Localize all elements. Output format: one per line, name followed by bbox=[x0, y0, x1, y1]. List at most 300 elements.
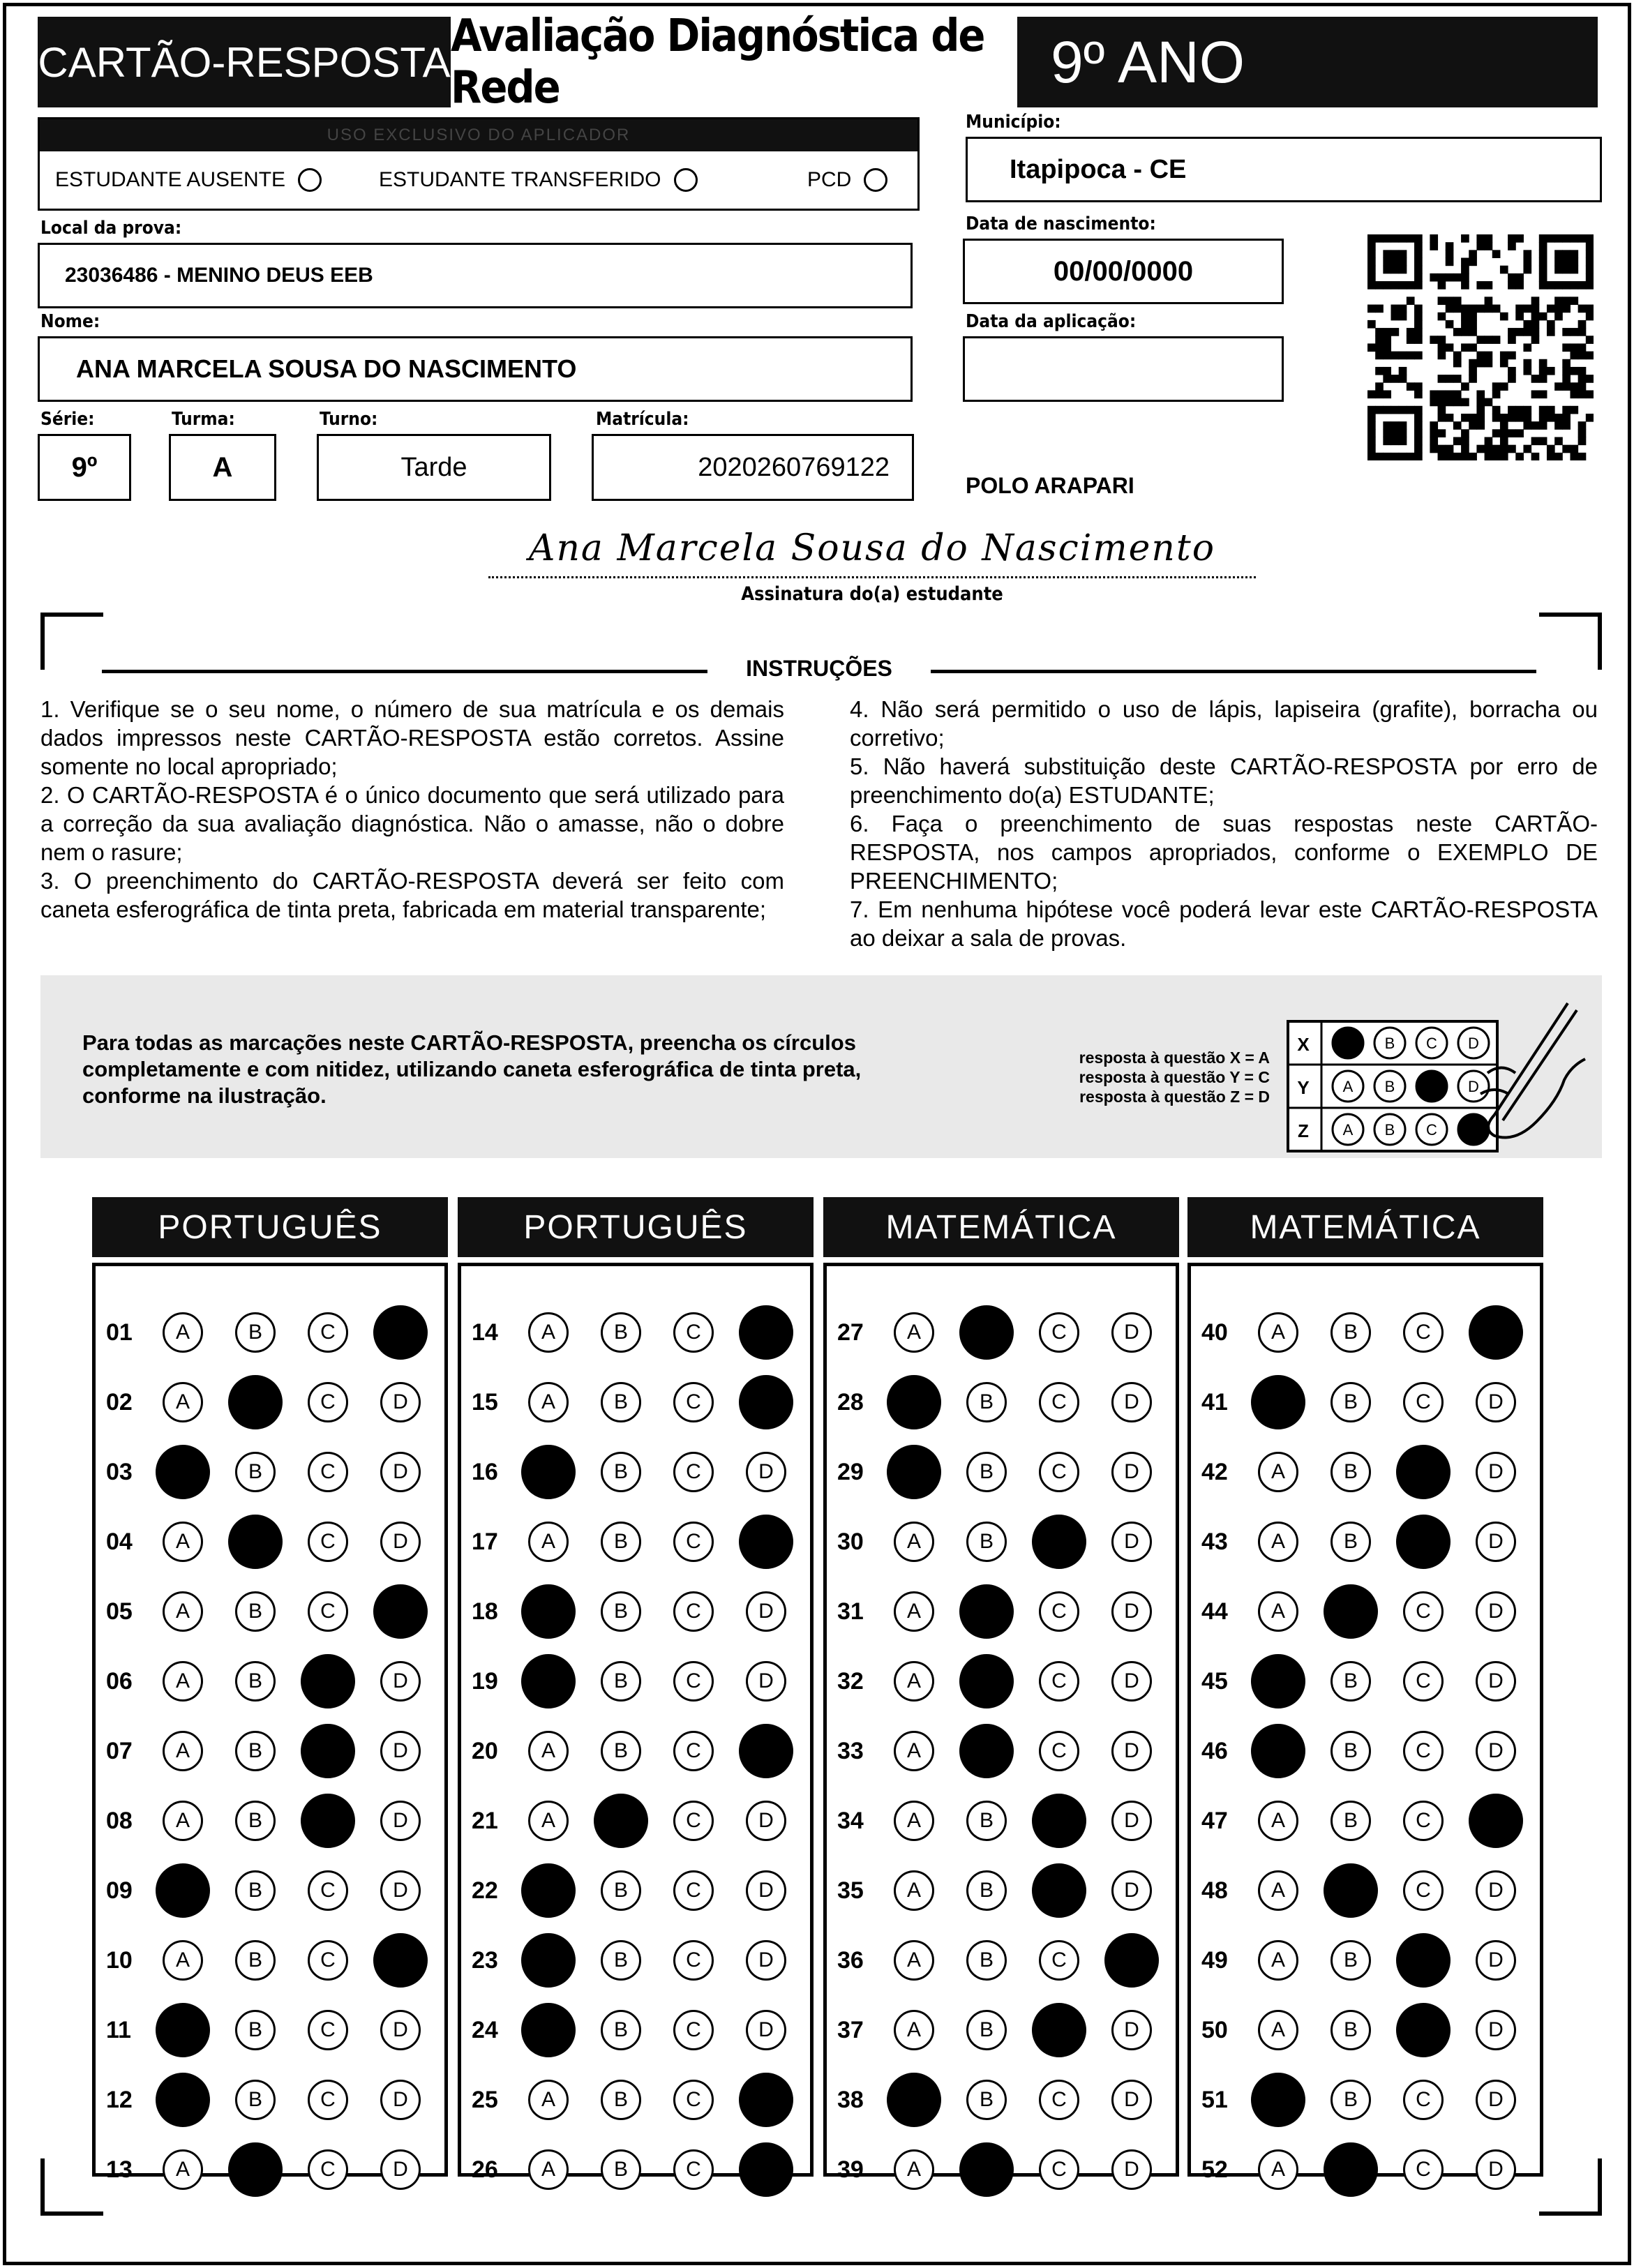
answer-bubble[interactable]: B bbox=[235, 2080, 276, 2120]
answer-bubble[interactable]: B bbox=[601, 1522, 641, 1562]
answer-bubble[interactable]: A bbox=[528, 1312, 569, 1353]
answer-bubble[interactable]: C bbox=[1039, 1312, 1079, 1353]
instruction-4: 4. Não será permitido o uso de lápis, lapiseira (grafite), borracha ou corretivo; bbox=[850, 696, 1598, 751]
answer-bubble[interactable]: C bbox=[308, 2010, 348, 2050]
instruction-7: 7. Em nenhuma hipótese você poderá levar este CARTÃO-RESPOSTA ao deixar a sala de provas. bbox=[850, 896, 1598, 951]
corner-top-right bbox=[1539, 613, 1602, 670]
answer-bubble-filled[interactable] bbox=[959, 1584, 1014, 1639]
answer-bubble[interactable]: B bbox=[235, 1661, 276, 1702]
answer-bubble[interactable]: B bbox=[235, 1801, 276, 1841]
answer-bubble[interactable]: D bbox=[380, 1661, 421, 1702]
answer-bubble[interactable]: B bbox=[601, 1591, 641, 1632]
answer-bubble[interactable]: C bbox=[1039, 1452, 1079, 1492]
question-number: 04 bbox=[106, 1529, 133, 1555]
answer-bubble[interactable]: B bbox=[601, 1940, 641, 1981]
answer-bubble-filled[interactable] bbox=[959, 1305, 1014, 1360]
answer-bubble[interactable]: D bbox=[1476, 2080, 1516, 2120]
aplicacao-field bbox=[963, 336, 1284, 402]
question-number: 08 bbox=[106, 1808, 133, 1834]
example-bubble-letter: D bbox=[1468, 1035, 1479, 1052]
question-number: 05 bbox=[106, 1598, 133, 1625]
answer-bubble[interactable]: D bbox=[1476, 2010, 1516, 2050]
question-number: 49 bbox=[1201, 1947, 1228, 1974]
answer-bubble[interactable]: C bbox=[673, 1312, 714, 1353]
answer-bubble-filled[interactable] bbox=[1396, 1515, 1451, 1569]
turno-field: Tarde bbox=[317, 434, 551, 501]
example-bubble-letter: B bbox=[1384, 1035, 1395, 1052]
municipio-field: Itapipoca - CE bbox=[966, 137, 1602, 202]
answer-bubble[interactable]: B bbox=[235, 1731, 276, 1771]
answer-bubble[interactable]: B bbox=[1331, 1452, 1371, 1492]
matricula-field: 2020260769122 bbox=[592, 434, 914, 501]
answer-bubble[interactable]: B bbox=[1331, 1661, 1371, 1702]
instructions-title: INSTRUÇÕES bbox=[746, 656, 892, 681]
answer-bubble[interactable]: A bbox=[1258, 1522, 1298, 1562]
answer-bubble[interactable]: D bbox=[746, 1591, 786, 1632]
answer-bubble[interactable]: A bbox=[1258, 1870, 1298, 1911]
answer-bubble-filled[interactable] bbox=[739, 1724, 793, 1778]
header-title-center: Avaliação Diagnóstica de Rede bbox=[451, 17, 1017, 107]
answer-bubble[interactable]: B bbox=[235, 1870, 276, 1911]
answer-bubble[interactable]: C bbox=[673, 1591, 714, 1632]
question-number: 29 bbox=[837, 1459, 864, 1485]
question-number: 30 bbox=[837, 1529, 864, 1555]
answer-bubble-filled[interactable] bbox=[959, 2142, 1014, 2197]
answer-bubble-filled[interactable] bbox=[1324, 2142, 1378, 2197]
answer-bubble[interactable]: C bbox=[1403, 1661, 1444, 1702]
answer-bubble[interactable]: B bbox=[966, 1452, 1007, 1492]
answer-bubble[interactable]: C bbox=[1403, 1731, 1444, 1771]
answer-bubble-filled[interactable] bbox=[1032, 1794, 1086, 1848]
answer-bubble-filled[interactable] bbox=[1469, 1305, 1523, 1360]
answer-bubble[interactable]: A bbox=[1258, 1452, 1298, 1492]
question-number: 35 bbox=[837, 1877, 864, 1904]
answer-bubble[interactable]: B bbox=[966, 2010, 1007, 2050]
answer-bubble[interactable]: B bbox=[1331, 1801, 1371, 1841]
example-bubble-letter: B bbox=[1384, 1078, 1395, 1095]
example-row-label: Z bbox=[1298, 1120, 1309, 1141]
answer-bubble[interactable]: A bbox=[1258, 2149, 1298, 2190]
answer-bubble[interactable]: C bbox=[673, 1522, 714, 1562]
answer-bubble[interactable]: A bbox=[163, 1522, 203, 1562]
answer-bubble[interactable]: C bbox=[308, 1312, 348, 1353]
answer-bubble[interactable]: C bbox=[308, 1522, 348, 1562]
answer-bubble[interactable]: A bbox=[163, 1312, 203, 1353]
answer-bubble[interactable]: C bbox=[308, 1870, 348, 1911]
answer-bubble[interactable]: B bbox=[966, 1522, 1007, 1562]
question-number: 24 bbox=[472, 2017, 498, 2043]
answer-bubble[interactable]: A bbox=[894, 2010, 934, 2050]
answer-bubble[interactable]: C bbox=[1039, 1731, 1079, 1771]
corner-bottom-right bbox=[1539, 2158, 1602, 2216]
question-number: 21 bbox=[472, 1808, 498, 1834]
question-number: 45 bbox=[1201, 1668, 1228, 1695]
answer-bubble[interactable]: B bbox=[966, 1870, 1007, 1911]
question-number: 25 bbox=[472, 2087, 498, 2113]
answer-bubble[interactable]: D bbox=[1476, 1382, 1516, 1422]
answer-bubble-filled[interactable] bbox=[1324, 1863, 1378, 1918]
answer-bubble-filled[interactable] bbox=[156, 1863, 210, 1918]
answer-bubble-filled[interactable] bbox=[521, 1445, 576, 1499]
answer-bubble[interactable]: B bbox=[1331, 1940, 1371, 1981]
answer-bubble[interactable]: D bbox=[1111, 2010, 1152, 2050]
answer-bubble[interactable]: C bbox=[673, 1731, 714, 1771]
answer-bubble[interactable]: C bbox=[1039, 2149, 1079, 2190]
answer-bubble[interactable]: C bbox=[308, 1382, 348, 1422]
answer-bubble[interactable]: A bbox=[163, 1731, 203, 1771]
instruction-3: 3. O preenchimento do CARTÃO-RESPOSTA deverá ser feito com caneta esferográfica de tinta preta, fabricada em material transparente; bbox=[40, 868, 784, 922]
answer-bubble[interactable]: A bbox=[894, 1661, 934, 1702]
answer-bubble-filled[interactable] bbox=[887, 1445, 941, 1499]
turma-field: A bbox=[169, 434, 276, 501]
question-number: 40 bbox=[1201, 1319, 1228, 1346]
answer-bubble[interactable]: A bbox=[528, 2149, 569, 2190]
answer-bubble[interactable]: A bbox=[163, 1801, 203, 1841]
answer-bubble[interactable]: C bbox=[673, 1870, 714, 1911]
answer-bubble-filled[interactable] bbox=[156, 2003, 210, 2057]
fill-example-text: Para todas as marcações neste CARTÃO-RESPOSTA, preencha os círculos completamente e com nitidez, utilizando caneta esferográfica de tinta preta, conforme na ilustração. bbox=[82, 1030, 862, 1108]
answer-bubble[interactable]: A bbox=[528, 1522, 569, 1562]
question-number: 50 bbox=[1201, 2017, 1228, 2043]
answer-bubble-filled[interactable] bbox=[594, 1794, 648, 1848]
answer-bubble[interactable]: B bbox=[601, 1870, 641, 1911]
applicator-title: USO EXCLUSIVO DO APLICADOR bbox=[40, 119, 917, 151]
answer-bubble[interactable]: D bbox=[380, 1731, 421, 1771]
answer-bubble[interactable]: D bbox=[1111, 2149, 1152, 2190]
answer-bubble[interactable]: B bbox=[235, 1940, 276, 1981]
answer-bubble-filled[interactable] bbox=[739, 1305, 793, 1360]
answer-bubble[interactable]: D bbox=[1111, 1731, 1152, 1771]
answer-bubble-filled[interactable] bbox=[228, 1515, 283, 1569]
question-number: 09 bbox=[106, 1877, 133, 1904]
answer-bubble[interactable]: B bbox=[966, 1801, 1007, 1841]
question-number: 42 bbox=[1201, 1459, 1228, 1485]
answer-bubble[interactable]: D bbox=[380, 2080, 421, 2120]
answer-bubble[interactable]: D bbox=[1111, 1312, 1152, 1353]
answer-bubble-filled[interactable] bbox=[1396, 1445, 1451, 1499]
answer-bubble[interactable]: C bbox=[308, 1452, 348, 1492]
question-number: 02 bbox=[106, 1389, 133, 1415]
answer-bubble[interactable]: C bbox=[1039, 1940, 1079, 1981]
instructions-rule-left bbox=[102, 670, 707, 673]
answer-bubble[interactable]: B bbox=[966, 1382, 1007, 1422]
instruction-5: 5. Não haverá substituição deste CARTÃO-RESPOSTA por erro de preenchimento do(a) ESTUDANTE; bbox=[850, 753, 1598, 808]
answer-bubble-filled[interactable] bbox=[521, 1654, 576, 1708]
answer-bubble-filled[interactable] bbox=[1032, 1863, 1086, 1918]
answer-bubble-filled[interactable] bbox=[301, 1794, 355, 1848]
answer-bubble[interactable]: C bbox=[308, 2149, 348, 2190]
answer-bubble[interactable]: A bbox=[163, 1382, 203, 1422]
answer-bubble-filled[interactable] bbox=[1251, 1724, 1305, 1778]
answer-bubble-filled[interactable] bbox=[739, 1375, 793, 1429]
corner-top-left bbox=[40, 613, 103, 670]
answer-bubble[interactable]: B bbox=[1331, 1382, 1371, 1422]
answer-bubble[interactable]: A bbox=[894, 2149, 934, 2190]
question-number: 48 bbox=[1201, 1877, 1228, 1904]
answer-bubble-filled[interactable] bbox=[156, 2073, 210, 2127]
answer-bubble[interactable]: B bbox=[601, 2010, 641, 2050]
answer-bubble[interactable]: C bbox=[308, 2080, 348, 2120]
question-number: 03 bbox=[106, 1459, 133, 1485]
question-number: 51 bbox=[1201, 2087, 1228, 2113]
question-number: 12 bbox=[106, 2087, 133, 2113]
absent-label: ESTUDANTE AUSENTE bbox=[55, 168, 286, 191]
legend-x: resposta à questão X = A bbox=[1079, 1049, 1270, 1067]
answer-bubble[interactable]: D bbox=[380, 1382, 421, 1422]
answer-bubble-filled[interactable] bbox=[1396, 2003, 1451, 2057]
answer-bubble-filled[interactable] bbox=[887, 1375, 941, 1429]
answer-bubble[interactable]: B bbox=[235, 1312, 276, 1353]
answer-bubble[interactable]: C bbox=[673, 2149, 714, 2190]
answer-bubble[interactable]: C bbox=[308, 1940, 348, 1981]
answer-bubble[interactable]: A bbox=[528, 1731, 569, 1771]
answer-bubble-filled[interactable] bbox=[1032, 1515, 1086, 1569]
answer-bubble-filled[interactable] bbox=[1032, 2003, 1086, 2057]
answer-bubble[interactable]: C bbox=[1403, 1382, 1444, 1422]
absent-circle[interactable] bbox=[298, 168, 322, 192]
absent-option[interactable] bbox=[55, 168, 322, 192]
answer-bubble[interactable]: A bbox=[894, 1312, 934, 1353]
question-number: 33 bbox=[837, 1738, 864, 1764]
instruction-1: 1. Verifique se o seu nome, o número de sua matrícula e os demais dados impressos neste CARTÃO-RESPOSTA estão corretos. Assine somente no local apropriado; bbox=[40, 696, 784, 779]
answer-bubble[interactable]: D bbox=[1111, 1661, 1152, 1702]
answer-bubble-filled[interactable] bbox=[1251, 1375, 1305, 1429]
answer-bubble[interactable]: D bbox=[1111, 1382, 1152, 1422]
answer-bubble[interactable]: D bbox=[746, 1870, 786, 1911]
answer-bubble[interactable]: A bbox=[894, 1870, 934, 1911]
question-number: 32 bbox=[837, 1668, 864, 1695]
answer-bubble[interactable]: D bbox=[380, 1522, 421, 1562]
answer-bubble[interactable]: A bbox=[1258, 1940, 1298, 1981]
applicator-box bbox=[38, 117, 920, 211]
answer-bubble[interactable]: D bbox=[380, 1452, 421, 1492]
question-number: 14 bbox=[472, 1319, 498, 1346]
answer-bubble[interactable]: C bbox=[1403, 2149, 1444, 2190]
answer-bubble[interactable]: C bbox=[1039, 1382, 1079, 1422]
answer-bubble[interactable]: A bbox=[894, 1801, 934, 1841]
answer-bubble[interactable]: A bbox=[1258, 1591, 1298, 1632]
answer-bubble[interactable]: A bbox=[163, 1591, 203, 1632]
answer-bubble[interactable]: D bbox=[1111, 1801, 1152, 1841]
fill-example-legend bbox=[1005, 1048, 1270, 1106]
local-field: 23036486 - MENINO DEUS EEB bbox=[38, 243, 913, 308]
answer-bubble-filled[interactable] bbox=[373, 1305, 428, 1360]
answer-bubble[interactable]: D bbox=[1476, 1452, 1516, 1492]
answer-bubble[interactable]: D bbox=[746, 1940, 786, 1981]
answer-bubble[interactable]: D bbox=[1111, 1591, 1152, 1632]
answer-bubble[interactable]: B bbox=[601, 2149, 641, 2190]
answer-bubble-filled[interactable] bbox=[959, 1654, 1014, 1708]
subject-header: PORTUGUÊS bbox=[92, 1197, 448, 1257]
question-number: 11 bbox=[106, 2017, 131, 2043]
question-number: 22 bbox=[472, 1877, 498, 1904]
answer-bubble[interactable]: B bbox=[601, 1731, 641, 1771]
answer-bubble[interactable]: B bbox=[1331, 2010, 1371, 2050]
answer-bubble[interactable]: B bbox=[1331, 1522, 1371, 1562]
answer-bubble-filled[interactable] bbox=[887, 2073, 941, 2127]
answer-bubble-filled[interactable] bbox=[521, 1933, 576, 1988]
answer-bubble[interactable]: D bbox=[1476, 1591, 1516, 1632]
answer-bubble[interactable]: D bbox=[746, 1452, 786, 1492]
answer-bubble[interactable]: D bbox=[746, 1661, 786, 1702]
municipio-label: Município: bbox=[966, 112, 1061, 133]
answer-bubble-filled[interactable] bbox=[373, 1933, 428, 1988]
answer-bubble[interactable]: C bbox=[1039, 1661, 1079, 1702]
answer-bubble-filled[interactable] bbox=[739, 2142, 793, 2197]
answer-bubble[interactable]: C bbox=[1403, 2080, 1444, 2120]
answer-bubble[interactable]: D bbox=[1476, 1940, 1516, 1981]
subject-header: MATEMÁTICA bbox=[823, 1197, 1179, 1257]
answer-bubble-filled[interactable] bbox=[301, 1724, 355, 1778]
instruction-2: 2. O CARTÃO-RESPOSTA é o único documento que será utilizado para a correção da sua avaliação diagnóstica. Não o amasse, não o dobre nem o rasure; bbox=[40, 782, 784, 865]
answer-bubble[interactable]: C bbox=[673, 2010, 714, 2050]
answer-bubble[interactable]: D bbox=[1111, 1452, 1152, 1492]
question-number: 10 bbox=[106, 1947, 133, 1974]
answer-bubble[interactable]: C bbox=[673, 1940, 714, 1981]
answer-bubble[interactable]: C bbox=[1403, 1870, 1444, 1911]
answer-bubble[interactable]: C bbox=[1039, 1591, 1079, 1632]
nascimento-field: 00/00/0000 bbox=[963, 239, 1284, 304]
answer-bubble[interactable]: C bbox=[673, 1452, 714, 1492]
question-number: 52 bbox=[1201, 2156, 1228, 2183]
answer-bubble[interactable]: C bbox=[1039, 2080, 1079, 2120]
answer-bubble[interactable]: A bbox=[894, 1731, 934, 1771]
answer-bubble-filled[interactable] bbox=[1469, 1794, 1523, 1848]
answer-bubble[interactable]: B bbox=[235, 1452, 276, 1492]
answer-bubble-filled[interactable] bbox=[521, 1863, 576, 1918]
answer-bubble[interactable]: A bbox=[1258, 1312, 1298, 1353]
answer-bubble[interactable]: D bbox=[380, 1870, 421, 1911]
answer-bubble[interactable]: A bbox=[163, 1940, 203, 1981]
question-number: 37 bbox=[837, 2017, 864, 2043]
answer-bubble[interactable]: A bbox=[528, 1801, 569, 1841]
polo-text: POLO ARAPARI bbox=[966, 473, 1134, 498]
answer-bubble[interactable]: B bbox=[601, 1452, 641, 1492]
signature-label: Assinatura do(a) estudante bbox=[741, 583, 1003, 605]
answer-bubble[interactable]: D bbox=[1476, 1522, 1516, 1562]
answer-bubble[interactable]: B bbox=[601, 1382, 641, 1422]
answer-bubble[interactable]: B bbox=[601, 2080, 641, 2120]
question-number: 39 bbox=[837, 2156, 864, 2183]
answer-bubble[interactable]: C bbox=[673, 1801, 714, 1841]
turma-label: Turma: bbox=[172, 409, 235, 430]
answer-bubble[interactable]: C bbox=[308, 1591, 348, 1632]
answer-bubble-filled[interactable] bbox=[521, 1584, 576, 1639]
nome-label: Nome: bbox=[40, 311, 100, 332]
answer-bubble[interactable]: D bbox=[380, 1801, 421, 1841]
answer-bubble[interactable]: C bbox=[1403, 1591, 1444, 1632]
question-number: 06 bbox=[106, 1668, 133, 1695]
answer-bubble[interactable]: A bbox=[528, 1382, 569, 1422]
answer-bubble[interactable]: D bbox=[1476, 1661, 1516, 1702]
answer-bubble-filled[interactable] bbox=[959, 1724, 1014, 1778]
answer-bubble[interactable]: A bbox=[1258, 1801, 1298, 1841]
answer-bubble-filled[interactable] bbox=[739, 2073, 793, 2127]
question-number: 01 bbox=[106, 1319, 133, 1346]
example-bubble-filled bbox=[1333, 1028, 1363, 1058]
transferred-option[interactable] bbox=[379, 168, 698, 192]
answer-bubble-filled[interactable] bbox=[1396, 1933, 1451, 1988]
answer-bubble[interactable]: B bbox=[966, 1940, 1007, 1981]
example-bubble-letter: C bbox=[1426, 1035, 1437, 1052]
answer-bubble[interactable]: D bbox=[746, 1801, 786, 1841]
answer-bubble[interactable]: C bbox=[1403, 1801, 1444, 1841]
answer-bubble-filled[interactable] bbox=[521, 2003, 576, 2057]
pcd-circle[interactable] bbox=[864, 168, 887, 192]
example-row-label: Y bbox=[1297, 1077, 1310, 1098]
answer-bubble[interactable]: B bbox=[235, 2010, 276, 2050]
answer-bubble[interactable]: A bbox=[163, 2149, 203, 2190]
nome-field: ANA MARCELA SOUSA DO NASCIMENTO bbox=[38, 336, 913, 402]
example-bubble-filled bbox=[1416, 1071, 1447, 1102]
local-label: Local da prova: bbox=[40, 218, 182, 239]
answer-bubble[interactable]: D bbox=[1476, 1731, 1516, 1771]
pcd-option[interactable] bbox=[807, 168, 887, 192]
example-grid bbox=[1288, 1021, 1497, 1151]
answer-bubble[interactable]: D bbox=[1111, 1870, 1152, 1911]
answer-bubble-filled[interactable] bbox=[1104, 1933, 1159, 1988]
answer-bubble[interactable]: D bbox=[1111, 2080, 1152, 2120]
answer-bubble[interactable]: A bbox=[894, 1591, 934, 1632]
answer-bubble[interactable]: B bbox=[601, 1661, 641, 1702]
matricula-label: Matrícula: bbox=[596, 409, 689, 430]
transferred-circle[interactable] bbox=[674, 168, 698, 192]
answer-bubble[interactable]: A bbox=[163, 1661, 203, 1702]
question-number: 41 bbox=[1201, 1389, 1228, 1415]
answer-bubble-filled[interactable] bbox=[156, 1445, 210, 1499]
answer-bubble[interactable]: A bbox=[894, 1522, 934, 1562]
answer-bubble[interactable]: B bbox=[966, 2080, 1007, 2120]
answer-bubble[interactable]: C bbox=[1403, 1312, 1444, 1353]
answer-bubble-filled[interactable] bbox=[739, 1515, 793, 1569]
answer-bubble[interactable]: D bbox=[1111, 1522, 1152, 1562]
answer-bubble[interactable]: B bbox=[235, 1591, 276, 1632]
answer-bubble[interactable]: B bbox=[1331, 2080, 1371, 2120]
question-number: 27 bbox=[837, 1319, 864, 1346]
header-grade: 9º ANO bbox=[1017, 17, 1598, 107]
answer-bubble[interactable]: D bbox=[380, 2149, 421, 2190]
question-number: 18 bbox=[472, 1598, 498, 1625]
question-number: 34 bbox=[837, 1808, 864, 1834]
answer-bubble[interactable]: C bbox=[673, 1661, 714, 1702]
answer-bubble-filled[interactable] bbox=[228, 2142, 283, 2197]
answer-bubble[interactable]: C bbox=[673, 2080, 714, 2120]
answer-bubble-filled[interactable] bbox=[301, 1654, 355, 1708]
aplicacao-label: Data da aplicação: bbox=[966, 311, 1137, 332]
answer-bubble[interactable]: B bbox=[1331, 1731, 1371, 1771]
example-bubble-letter: C bbox=[1426, 1121, 1437, 1139]
answer-bubble[interactable]: D bbox=[1476, 2149, 1516, 2190]
answer-bubble[interactable]: A bbox=[528, 2080, 569, 2120]
answer-bubble[interactable]: B bbox=[1331, 1312, 1371, 1353]
instruction-6: 6. Faça o preenchimento de suas respostas neste CARTÃO-RESPOSTA, nos campos apropriados, conforme o EXEMPLO DE PREENCHIMENTO; bbox=[850, 811, 1598, 894]
question-number: 36 bbox=[837, 1947, 864, 1974]
answer-bubble[interactable]: D bbox=[380, 2010, 421, 2050]
answer-bubble-filled[interactable] bbox=[228, 1375, 283, 1429]
fill-example-illustration bbox=[1285, 996, 1592, 1158]
answer-bubble-filled[interactable] bbox=[373, 1584, 428, 1639]
answer-bubble[interactable]: D bbox=[746, 2010, 786, 2050]
serie-label: Série: bbox=[40, 409, 95, 430]
answer-bubble[interactable]: A bbox=[1258, 2010, 1298, 2050]
answer-bubble[interactable]: D bbox=[1476, 1870, 1516, 1911]
answer-bubble[interactable]: C bbox=[673, 1382, 714, 1422]
answer-bubble[interactable]: A bbox=[894, 1940, 934, 1981]
answer-bubble[interactable]: B bbox=[601, 1312, 641, 1353]
answer-bubble-filled[interactable] bbox=[1251, 2073, 1305, 2127]
answer-bubble-filled[interactable] bbox=[1324, 1584, 1378, 1639]
answer-bubble-filled[interactable] bbox=[1251, 1654, 1305, 1708]
